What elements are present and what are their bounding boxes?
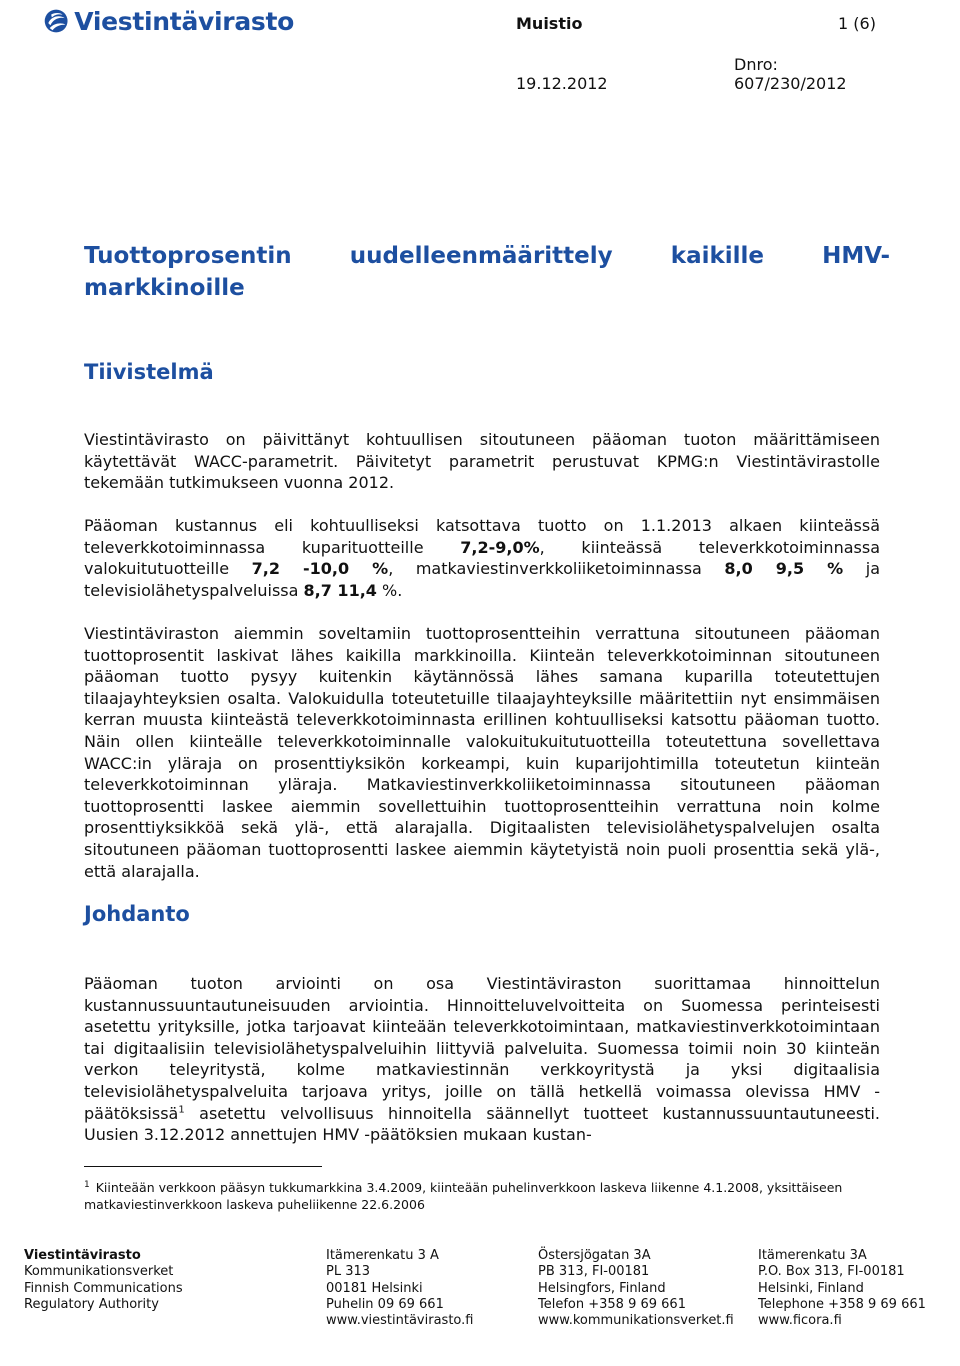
dnro-number: 607/230/2012 — [734, 74, 847, 93]
footer-line: PL 313 — [326, 1264, 371, 1280]
footer-line: PB 313, FI-00181 — [538, 1264, 650, 1280]
summary-paragraph-2: Pääoman kustannus eli kohtuulliseksi katsottava tuotto on 1.1.2013 alkaen kiinteässä televerkkotoiminnassa kuparituotteille 7,2-9,0%, kiinteässä televerkkotoiminnassa valokuitutuotteille 7,2 -10,0 %, matkaviestinverkkoliiketoiminnassa 8,0 9,5 % ja televisiolähetyspalveluissa 8,7 11,4 %. — [84, 516, 881, 600]
footer-column-swedish — [538, 1248, 734, 1329]
document-title: Tuottoprosentin uudelleenmäärittely kaikille HMV-markkinoille — [84, 243, 890, 301]
dnro-label: Dnro: — [734, 55, 778, 74]
agency-logo-text: Viestintävirasto — [74, 6, 294, 36]
footer-line: Östersjögatan 3A — [538, 1248, 651, 1263]
agency-logo — [44, 4, 294, 38]
footnote — [84, 1177, 874, 1213]
footer-line: Helsingfors, Finland — [538, 1280, 666, 1296]
footer-line: Telephone +358 9 69 661 — [758, 1296, 926, 1312]
footer-website-link[interactable]: www.viestintävirasto.fi — [326, 1313, 474, 1329]
footer-line: Puhelin 09 69 661 — [326, 1296, 444, 1312]
footer-line: Helsinki, Finland — [758, 1280, 864, 1296]
footer-column-english — [758, 1248, 926, 1329]
footer-line: Telefon +358 9 69 661 — [538, 1296, 686, 1312]
footer-line: Kommunikationsverket — [24, 1264, 174, 1280]
footer-line: 00181 Helsinki — [326, 1280, 423, 1296]
footnote-text: Kiinteään verkkoon pääsyn tukkumarkkina 3.4.2009, kiinteään puhelinverkkoon laskeva liikenne 4.1.2008, yksittäiseen matkaviestinverkkoon laskeva puheliikenne 22.6.2006 — [84, 1180, 843, 1213]
footnote-number: 1 — [84, 1180, 90, 1190]
footnote-reference[interactable]: 1 — [178, 1104, 185, 1116]
summary-paragraph-1: Viestintävirasto on päivittänyt kohtuullisen sitoutuneen pääoman tuoton määrittämiseen käytettävät WACC-parametrit. Päivitetyt parametrit perustuvat KPMG:n Viestintävirastolle tekemään tutkimukseen vuonna 2012. — [84, 430, 880, 493]
introduction-paragraph: Pääoman tuoton arviointi on osa Viestintäviraston suorittamaa hinnoittelun kustannussuuntautuneisuuden arviointia. Hinnoitteluvelvoitteita on Suomessa perinteisesti asetettu yrityksille, jotka tarjoavat kiinteään televerkkotoimintaan, matkaviestinverkkotoimintaan tai digitaalisiin televisiolähetyspalveluihin liittyviä palveluita. Suomessa toimii noin 30 kiinteän verkon teleyritystä, kolme matkaviestinnän verkkoyritystä ja yksi digitaalisia televisiolähetyspalveluita tarjoava yritys, joille on tällä hetkellä voimassa olevissa HMV -päätöksissä$^1$ asetettu velvollisuus hinnoitella säännellyt tuotteet kustannussuuntautuneesti. Uusien 3.12.2012 annettujen HMV -päätöksien mukaan kustan- — [84, 974, 880, 1145]
footer-line: P.O. Box 313, FI-00181 — [758, 1264, 905, 1280]
footer-column-finnish — [326, 1248, 473, 1329]
footer-website-link[interactable]: www.kommunikationsverket.fi — [538, 1313, 734, 1329]
footer-website-link[interactable]: www.ficora.fi — [758, 1313, 842, 1329]
footer-line: Itämerenkatu 3A — [758, 1248, 867, 1263]
summary-heading: Tiivistelmä — [84, 360, 214, 384]
document-type: Muistio — [516, 14, 583, 33]
globe-swirl-icon — [44, 4, 68, 38]
page-number: 1 (6) — [838, 14, 876, 33]
footnote-divider — [84, 1166, 322, 1167]
footer-line: Viestintävirasto — [24, 1248, 141, 1263]
footer-line: Regulatory Authority — [24, 1296, 159, 1312]
footer-column-name — [24, 1248, 183, 1313]
summary-paragraph-3: Viestintäviraston aiemmin soveltamiin tuottoprosentteihin verrattuna sitoutuneen pääoman tuottoprosentit laskivat lähes kaikilla markkinoilla. Kiinteän televerkkotoiminnan sitoutuneen pääoman tuotto pysyy kuitenkin käytännössä lähes samana kuparilla toteutettujen tilaajayhteyksien osalta. Valokuidulla toteutetuille tilaajayhteyksille määritettiin nyt ensimmäisen kerran muusta kiinteästä televerkkotoiminnasta erillinen kohtuulliseksi katsottu pääoman tuotto. Näin ollen kiinteälle televerkkotoiminnalle valokuitukuitutuotteilla toteutettuna sovellettava WACC:in yläraja on prosenttiyksikön korkeampi, kuin kuparijohtimilla toteutetun kiinteän televerkkotoiminnan yläraja. Matkaviestinverkkoliiketoiminnassa sitoutuneen pääoman tuottoprosentti laskee aiemmin sovellettuihin tuottoprosentteihin verrattuna noin kolme prosenttiyksikköä sekä ylä-, että alarajalla. Digitaalisten televisiolähetyspalvelujen osalta sitoutuneen pääoman tuottoprosentti laskee aiemmin käytetyistä noin puoli prosenttia sekä ylä-, että alarajalla. — [84, 624, 880, 881]
introduction-heading: Johdanto — [84, 902, 190, 926]
footer-line: Itämerenkatu 3 A — [326, 1248, 439, 1263]
footer-line: Finnish Communications — [24, 1280, 183, 1296]
document-date: 19.12.2012 — [516, 74, 608, 93]
